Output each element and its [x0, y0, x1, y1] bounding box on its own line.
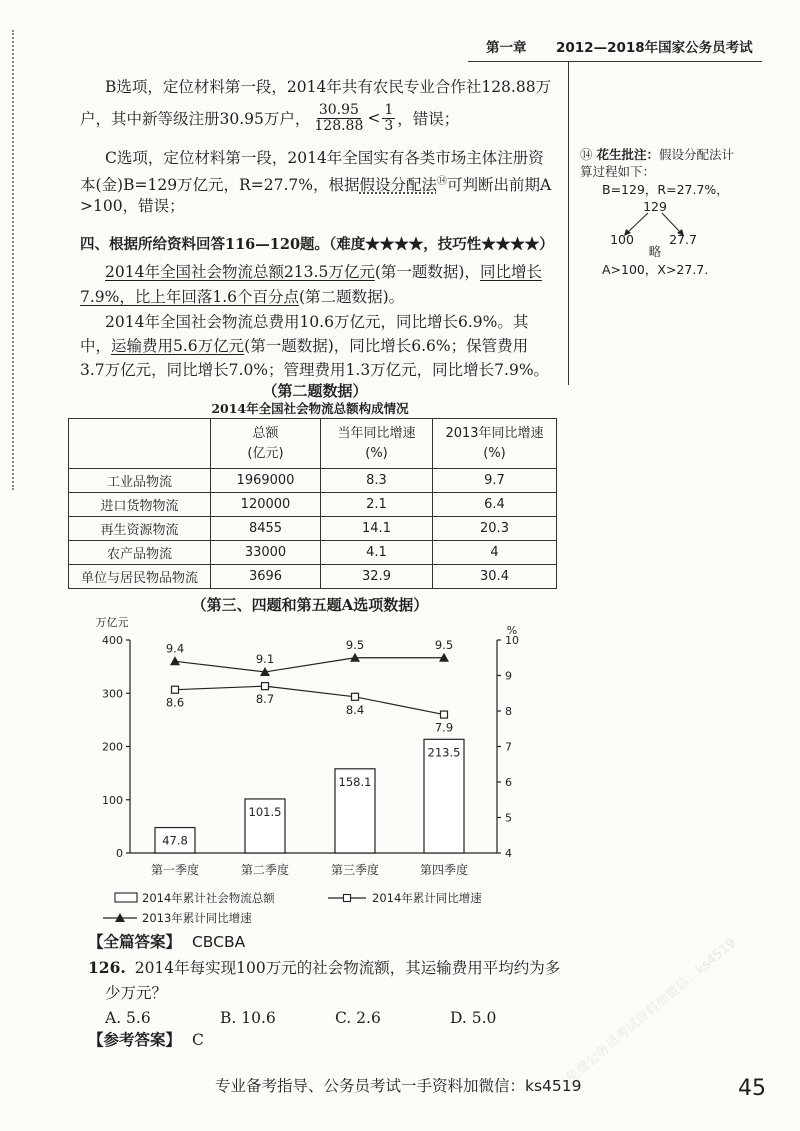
right-tick-label: 8 — [505, 705, 512, 718]
watermark: 免费公务员考试资料加微信：ks4519 — [563, 935, 739, 1087]
line-value-label: 7.9 — [434, 720, 454, 735]
legend-label: 2013年累计同比增速 — [142, 911, 252, 925]
diagram-mid: 略 — [648, 244, 662, 259]
category-label: 第三季度 — [330, 863, 380, 877]
table-cell: 8.3 — [321, 469, 433, 493]
method-term: 假设分配法 — [359, 176, 437, 195]
option-c-line2-pre: 本(金)B=129万亿元，R=27.7%，根据 — [80, 176, 360, 195]
table-cell: 1969000 — [211, 469, 321, 493]
question-line1 — [88, 958, 560, 978]
option-a: A. 5.6 — [105, 1009, 151, 1027]
line-value-label: 8.4 — [345, 702, 365, 717]
option-b-line2-pre: 户，其中新等级注册30.95万户， — [80, 110, 311, 128]
note-ref: ⑭ — [436, 176, 447, 187]
option-c-line1: C选项，定位材料第一段，2014年全国实有各类市场主体注册资 — [105, 149, 544, 167]
reference-value: C — [191, 1031, 204, 1049]
option-d: D. 5.0 — [450, 1009, 497, 1027]
option-c-line2 — [80, 172, 551, 195]
table-title: 2014年全国社会物流总额构成情况 — [211, 401, 409, 416]
reference-label: 【参考答案】 — [88, 1030, 182, 1049]
left-tick-label: 400 — [102, 634, 123, 647]
header-rule — [468, 61, 762, 62]
arrow-left-icon — [628, 213, 648, 232]
section-title — [80, 235, 554, 255]
square-marker — [352, 693, 359, 700]
category-label: 第二季度 — [240, 863, 290, 877]
category-label: 第四季度 — [419, 863, 469, 877]
right-tick-label: 10 — [505, 634, 519, 647]
header-line: 总额 — [252, 425, 279, 441]
question-number: 126. — [88, 958, 126, 977]
option-c-line3: >100，错误； — [80, 197, 185, 215]
table-cell: 4 — [433, 541, 557, 565]
footer-promo: 专业备考指导、公务员考试一手资料加微信：ks4519 — [215, 1077, 582, 1095]
chart-title: （第三、四题和第五题A选项数据） — [191, 596, 429, 614]
option-b-line2-post: ，错误； — [397, 110, 460, 128]
side-note-line2: 算过程如下： — [580, 164, 656, 179]
square-marker — [441, 711, 448, 718]
bar-value-label: 158.1 — [338, 774, 372, 789]
third-denominator: 3 — [384, 117, 394, 134]
question-text: 2014年每实现100万元的社会物流额，其运输费用平均约为多 — [134, 959, 561, 977]
table-cell: 2.1 — [321, 493, 433, 517]
diagram-top: 129 — [643, 199, 667, 214]
material-total: 2014年全国社会物流总额213.5万亿元 — [105, 263, 375, 281]
table-cell: 32.9 — [321, 565, 433, 589]
fraction-third — [382, 103, 395, 134]
full-answers — [88, 932, 245, 952]
binding-dots — [12, 30, 14, 490]
line-value-label: 8.6 — [165, 695, 185, 710]
bar-value-label: 101.5 — [248, 804, 282, 819]
table-cell: 再生资源物流 — [69, 517, 211, 541]
table-cell: 农产品物流 — [69, 541, 211, 565]
table-header-growth-2013 — [433, 419, 557, 469]
line-value-label: 9.1 — [255, 651, 275, 666]
bar-value-label: 213.5 — [427, 745, 461, 760]
table-cell: 6.4 — [433, 493, 557, 517]
material-line4-pre: 中， — [80, 337, 112, 355]
header-line: 当年同比增速 — [337, 425, 416, 441]
fraction-denominator: 128.88 — [314, 117, 364, 134]
material-line4 — [80, 336, 528, 356]
header-line: 2013年同比增速 — [445, 425, 544, 441]
right-axis-title: % — [506, 624, 518, 637]
fraction-ratio — [312, 103, 365, 134]
diagram-left: 100 — [610, 232, 634, 247]
side-note-text: 假设分配法计 — [659, 147, 735, 162]
triangle-marker — [170, 656, 180, 665]
option-c: C. 2.6 — [335, 1009, 381, 1027]
material-line2 — [80, 287, 404, 307]
line-value-label: 9.5 — [345, 637, 365, 652]
table-row — [69, 565, 557, 589]
table-cell: 33000 — [211, 541, 321, 565]
material-line4-post: (第一题数据)，同比增长6.6%；保管费用 — [244, 337, 529, 355]
table-cell: 120000 — [211, 493, 321, 517]
legend-square-marker — [344, 895, 351, 902]
table-cell: 单位与居民物品物流 — [69, 565, 211, 589]
reference-answer — [88, 1030, 204, 1050]
book-title: 2012—2018年国家公务员考试 — [556, 40, 753, 56]
table-row — [69, 517, 557, 541]
question-line2: 少万元？ — [105, 984, 168, 1002]
right-tick-label: 5 — [505, 811, 512, 825]
legend-label: 2014年累计同比增速 — [372, 891, 482, 905]
left-tick-label: 100 — [102, 793, 123, 807]
table-cell: 9.7 — [433, 469, 557, 493]
material-line1 — [105, 262, 542, 282]
option-c-line2-post: 可判断出前期A — [446, 176, 552, 195]
page-number: 45 — [738, 1076, 766, 1101]
option-b: B. 10.6 — [220, 1009, 276, 1027]
material-growth-value: 7.9%，比上年回落1.6个百分点 — [80, 288, 300, 306]
compare-sign: < — [367, 109, 381, 127]
material-line3: 2014年全国社会物流总费用10.6万亿元，同比增长6.9%。其 — [105, 313, 529, 331]
header-unit: (亿元) — [247, 445, 284, 461]
table-header-growth — [321, 419, 433, 469]
table-cell: 14.1 — [321, 517, 433, 541]
category-label: 第一季度 — [150, 863, 200, 877]
table-cell: 30.4 — [433, 565, 557, 589]
line-value-label: 9.5 — [434, 637, 454, 652]
header-unit: (%) — [483, 445, 506, 461]
table-cell: 8455 — [211, 517, 321, 541]
diagram-right: 27.7 — [669, 232, 697, 247]
chart-svg — [60, 612, 530, 930]
table-header-total — [211, 419, 321, 469]
table-header-blank — [69, 419, 211, 469]
right-tick-label: 7 — [505, 740, 512, 754]
option-b-line2 — [80, 101, 459, 135]
material-line5: 3.7万亿元，同比增长7.0%；管理费用1.3万亿元，同比增长7.9%。 — [80, 361, 550, 379]
full-answers-value: CBCBA — [191, 933, 246, 951]
series-line — [175, 658, 444, 672]
right-tick-label: 9 — [505, 669, 512, 683]
side-note-number: ⑭ — [580, 147, 593, 162]
material-note1: (第一题数据)， — [374, 263, 480, 281]
full-answers-label: 【全篇答案】 — [88, 932, 182, 951]
line-value-label: 9.4 — [165, 641, 185, 656]
right-tick-label: 6 — [505, 776, 512, 789]
arrow-right-icon — [662, 213, 680, 232]
chapter-label: 第一章 — [486, 40, 527, 56]
third-numerator: 1 — [384, 101, 394, 118]
left-tick-label: 200 — [102, 740, 123, 754]
header-unit: (%) — [365, 445, 388, 461]
table-row — [69, 469, 557, 493]
line-value-label: 8.7 — [255, 692, 275, 707]
side-note-line3: B=129，R=27.7%， — [602, 182, 729, 197]
table-cell: 进口货物物流 — [69, 493, 211, 517]
bar-value-label: 47.8 — [162, 833, 188, 848]
side-result: A>100，X>27.7. — [602, 262, 709, 277]
logistics-table — [68, 418, 557, 589]
left-tick-label: 300 — [102, 687, 123, 701]
option-b-line1: B选项，定位材料第一段，2014年共有农民专业合作社128.88万 — [105, 78, 552, 96]
material-growth: 同比增长 — [479, 263, 542, 281]
table-cell: 4.1 — [321, 541, 433, 565]
square-marker — [172, 686, 179, 693]
left-tick-label: 0 — [116, 847, 123, 860]
sidebar-divider — [568, 61, 569, 385]
legend-bar-swatch — [115, 893, 137, 902]
table-note: （第二题数据） — [262, 382, 368, 400]
side-note-line1 — [580, 147, 734, 163]
table-cell: 20.3 — [433, 517, 557, 541]
table-cell: 3696 — [211, 565, 321, 589]
legend-label: 2014年累计社会物流总额 — [142, 891, 275, 905]
material-note2: (第二题数据)。 — [299, 288, 405, 306]
transport-cost: 运输费用5.6万亿元 — [111, 337, 245, 355]
table-header-row — [69, 419, 557, 469]
table-row — [69, 541, 557, 565]
table-row — [69, 493, 557, 517]
side-note-title: 花生批注： — [596, 147, 660, 162]
table-cell: 工业品物流 — [69, 469, 211, 493]
left-axis-title: 万亿元 — [95, 616, 129, 629]
series-line — [175, 686, 444, 714]
square-marker — [262, 683, 269, 690]
section-title-text: 四、根据所给资料回答116—120题。 — [80, 236, 330, 253]
section-difficulty: （难度★★★★，技巧性★★★★） — [329, 236, 554, 253]
fraction-numerator: 30.95 — [318, 101, 359, 118]
right-tick-label: 4 — [505, 847, 512, 860]
